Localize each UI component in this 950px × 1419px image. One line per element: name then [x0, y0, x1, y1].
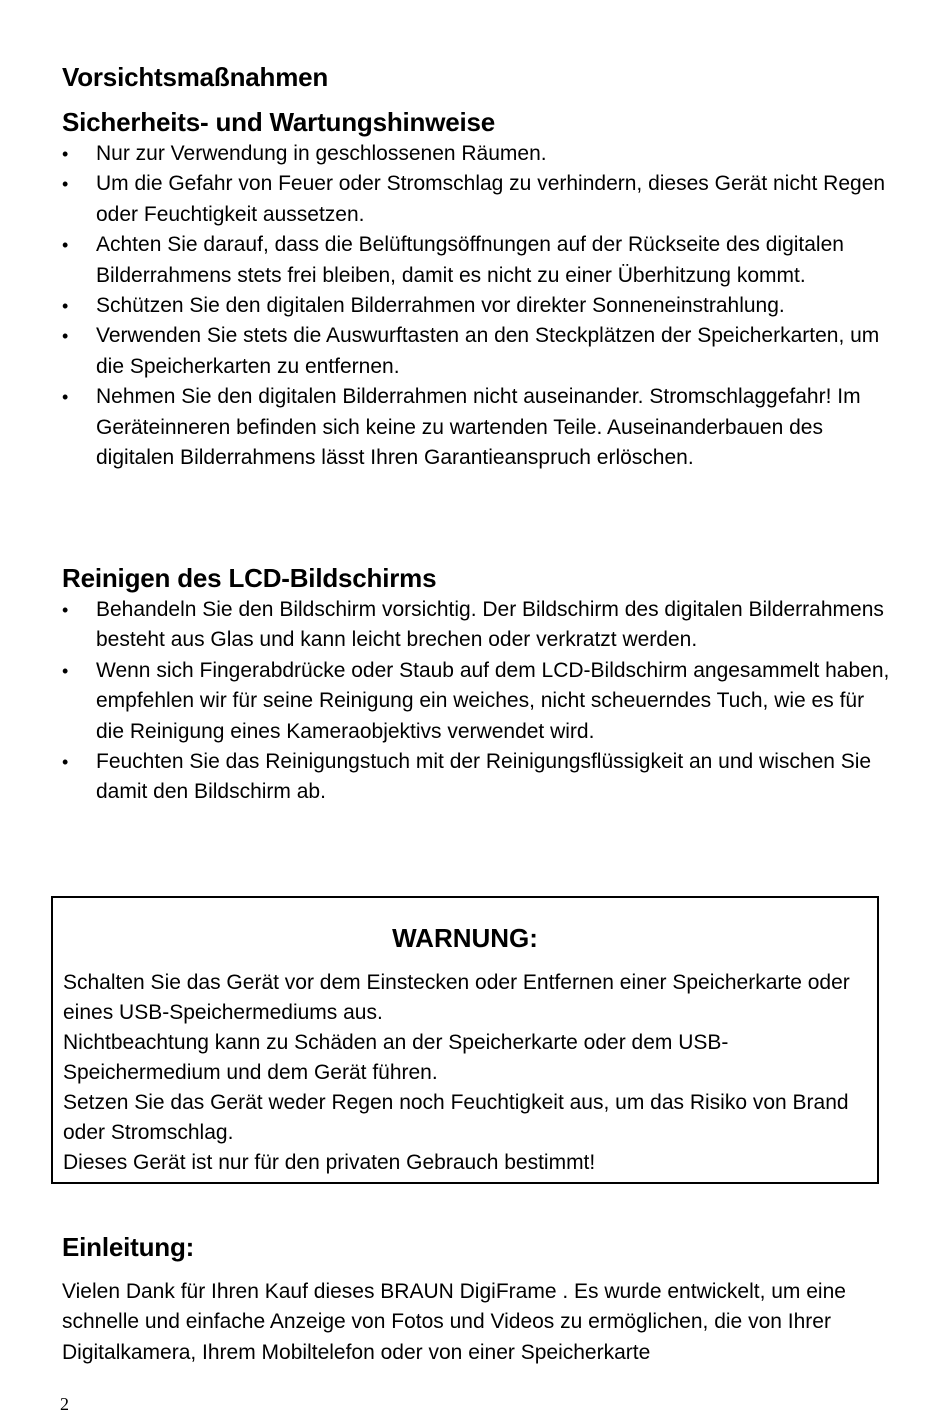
intro-heading: Einleitung: [62, 1232, 195, 1262]
list-item: • Schützen Sie den digitalen Bilderrahmen vor direkter Sonneneinstrahlung. [62, 291, 892, 321]
bullet-icon: • [62, 235, 69, 256]
list-item: • Nehmen Sie den digitalen Bilderrahmen nicht auseinander. Stromschlaggefahr! Im Geräteinneren befinden sich keine zu wartenden Teile. Auseinanderbauen des digitalen Bilderrahmens lässt Ihren Garantieanspruch erlöschen. [62, 382, 892, 473]
list-item: • Achten Sie darauf, dass die Belüftungsöffnungen auf der Rückseite des digitalen Bilderrahmens stets frei bleiben, damit es nicht zu einer Überhitzung kommt. [62, 230, 892, 291]
warning-title: WARNUNG: [392, 923, 538, 953]
warning-box [51, 896, 879, 1184]
bullet-icon: • [62, 660, 69, 681]
warning-line: Nichtbeachtung kann zu Schäden an der Speicherkarte oder dem USB-Speichermedium und dem Gerät führen. [63, 1031, 729, 1084]
safety-heading: Sicherheits- und Wartungshinweise [62, 107, 496, 137]
page-number: 2 [60, 1394, 69, 1414]
intro-text: Vielen Dank für Ihren Kauf dieses BRAUN DigiFrame . Es wurde entwickelt, um eine schnelle und einfache Anzeige von Fotos und Videos zu ermöglichen, die von Ihrer Digitalkamera, Ihrem Mobiltelefon oder von einer Speicherkarte [62, 1280, 846, 1364]
bullet-icon: • [62, 326, 69, 347]
list-item: • Nur zur Verwendung in geschlossenen Räumen. [62, 139, 892, 169]
list-item: • Behandeln Sie den Bildschirm vorsichtig. Der Bildschirm des digitalen Bilderrahmens besteht aus Glas und kann leicht brechen oder verkratzt werden. [62, 595, 892, 656]
bullet-icon: • [62, 144, 69, 164]
list-item: • Feuchten Sie das Reinigungstuch mit der Reinigungsflüssigkeit an und wischen Sie damit den Bildschirm ab. [62, 747, 892, 808]
safety-list [62, 139, 892, 473]
cleaning-heading: Reinigen des LCD-Bildschirms [62, 563, 437, 593]
cleaning-list [62, 595, 892, 808]
bullet-icon: • [62, 387, 69, 408]
bullet-icon: • [62, 600, 69, 620]
bullet-icon: • [62, 174, 69, 195]
warning-line: Dieses Gerät ist nur für den privaten Gebrauch bestimmt! [63, 1151, 596, 1174]
list-item: • Um die Gefahr von Feuer oder Stromschlag zu verhindern, dieses Gerät nicht Regen oder Feuchtigkeit aussetzen. [62, 169, 892, 230]
warning-line: Schalten Sie das Gerät vor dem Einstecken oder Entfernen einer Speicherkarte oder eines USB-Speichermediums aus. [63, 971, 850, 1024]
warning-line: Setzen Sie das Gerät weder Regen noch Feuchtigkeit aus, um das Risiko von Brand oder Stromschlag. [63, 1091, 849, 1144]
page-title: Vorsichtsmaßnahmen [62, 62, 329, 92]
list-item: • Verwenden Sie stets die Auswurftasten an den Steckplätzen der Speicherkarten, um die Speicherkarten zu entfernen. [62, 321, 892, 382]
list-item: • Wenn sich Fingerabdrücke oder Staub auf dem LCD-Bildschirm angesammelt haben, empfehlen wir für seine Reinigung ein weiches, nicht scheuerndes Tuch, wie es für die Reinigung eines Kameraobjektivs verwendet wird. [62, 656, 892, 747]
warning-body [63, 968, 873, 1178]
bullet-icon: • [62, 296, 69, 317]
bullet-icon: • [62, 752, 69, 773]
